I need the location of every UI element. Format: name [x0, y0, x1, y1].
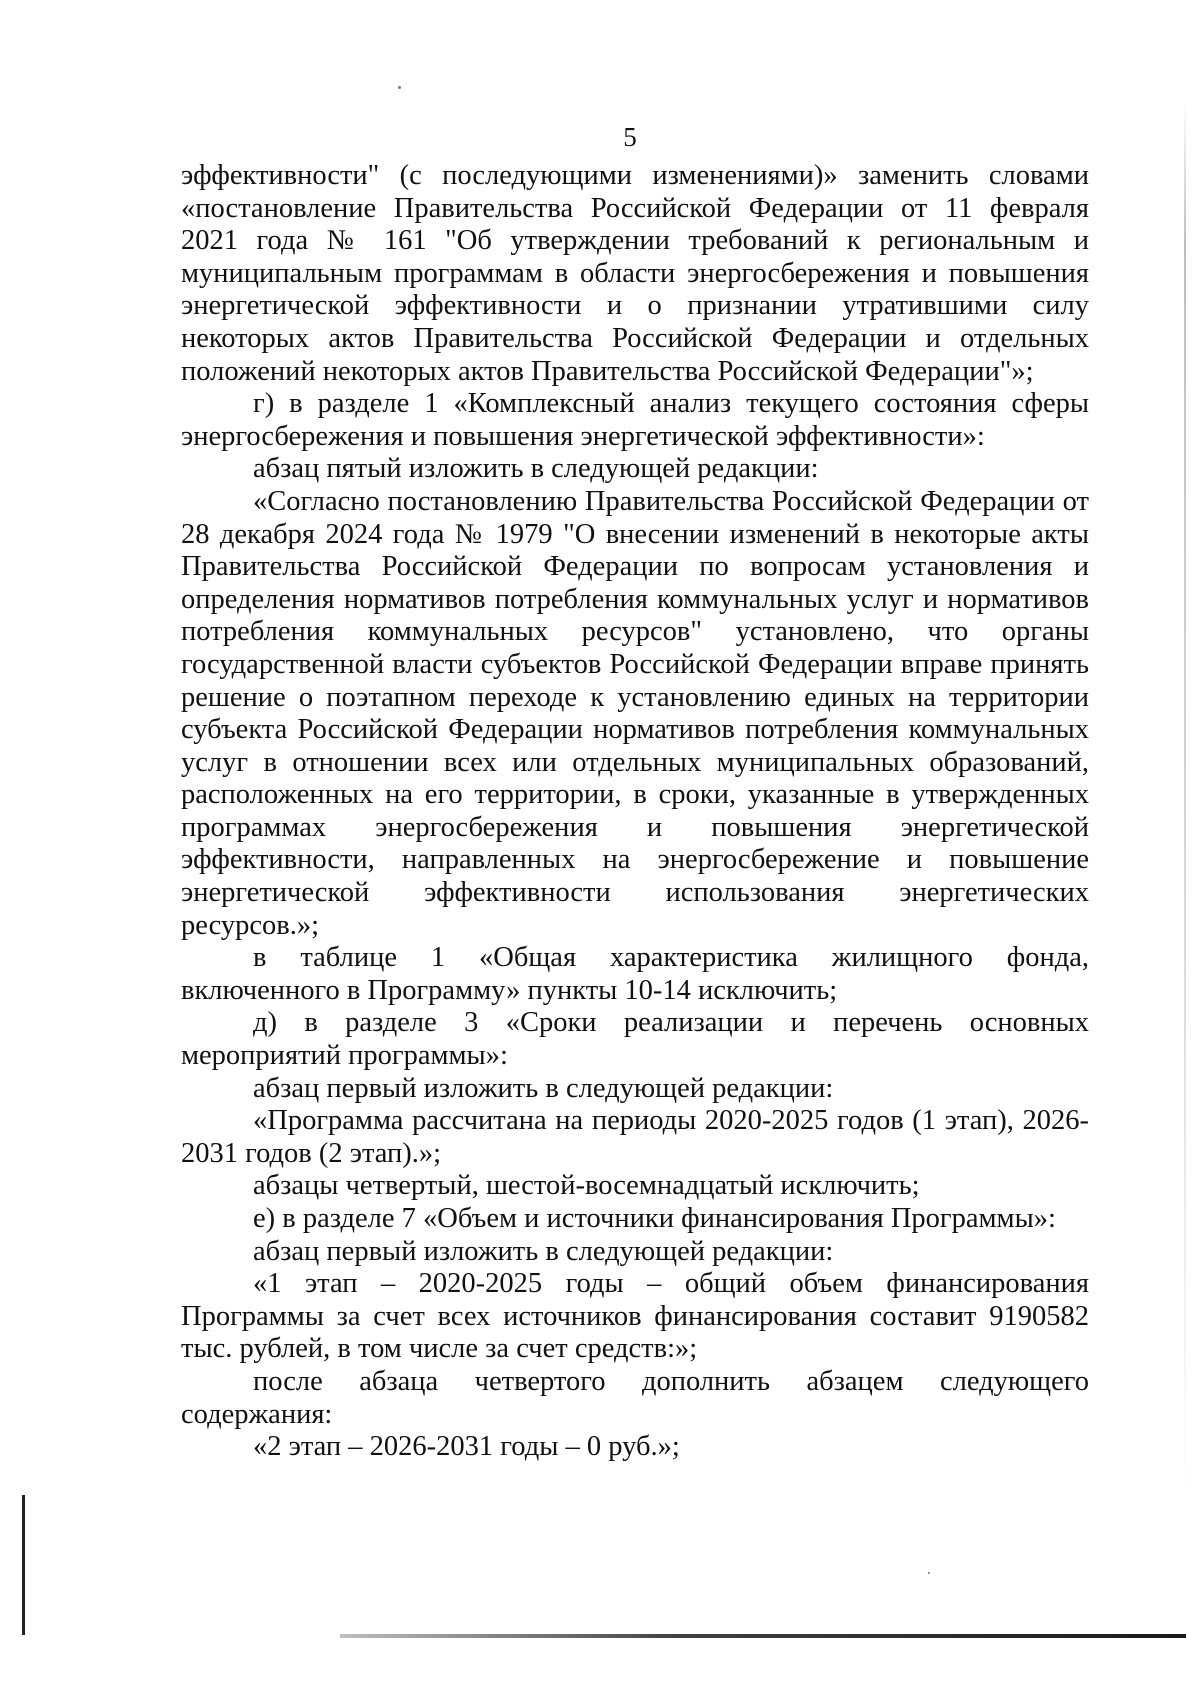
- document-body: [181, 160, 1089, 1464]
- paragraph-quote-program-periods: «Программа рассчитана на периоды 2020-2025 годов (1 этап), 2026-2031 годов (2 этап).»;: [181, 1105, 1089, 1169]
- scan-edge-shadow-right: [1184, 100, 1186, 1500]
- paragraph-item-e: е) в разделе 7 «Объем и источники финансирования Программы»:: [253, 1203, 1056, 1234]
- paragraph-quote-postanovlenie: «Согласно постановлению Правительства Российской Федерации от 28 декабря 2024 года № 1979 "О внесении изменений в некоторые акты Правительства Российской Федерации по вопросам установления и определения нормативов потребления коммунальных услуг и нормативов потребления коммунальных ресурсов" установлено, что органы государственной власти субъектов Российской Федерации вправе принять решение о поэтапном переходе к установлению единых на территории субъекта Российской Федерации нормативов потребления коммунальных услуг в отношении всех или отдельных муниципальных образований, расположенных на его территории, в сроки, указанные в утвержденных программах энергосбережения и повышения энергетической эффективности, направленных на энергосбережение и повышение энергетической эффективности использования энергетических ресурсов.»;: [181, 485, 1089, 941]
- paragraph-abzacy-exclude: абзацы четвертый, шестой-восемнадцатый исключить;: [253, 1170, 920, 1202]
- paragraph-item-g: г) в разделе 1 «Комплексный анализ текущего состояния сферы энергосбережения и повышения энергетической эффективности»:: [181, 388, 1089, 452]
- paragraph-item-d: д) в разделе 3 «Сроки реализации и перечень основных мероприятий программы»:: [181, 1007, 1089, 1072]
- paragraph-continuation: эффективности" (с последующими изменениями)» заменить словами «постановление Правительства Российской Федерации от 11 февраля 2021 года № 161 "Об утверждении требований к региональным и муниципальным программам в области энергосбережения и повышения энергетической эффективности и о признании утратившими силу некоторых актов Правительства Российской Федерации и отдельных положений некоторых актов Правительства Российской Федерации"»;: [181, 160, 1089, 387]
- paragraph-quote-stage-1: «1 этап – 2020-2025 годы – общий объем финансирования Программы за счет всех источников финансирования составит 9190582 тыс. рублей, в том числе за счет средств:»;: [181, 1268, 1089, 1365]
- scan-speck: [398, 86, 401, 89]
- paragraph-first-abzac: абзац первый изложить в следующей редакции:: [253, 1072, 834, 1104]
- paragraph-fifth-abzac: абзац пятый изложить в следующей редакции:: [253, 453, 819, 485]
- paragraph-quote-stage-2: «2 этап – 2026-2031 годы – 0 руб.»;: [253, 1431, 680, 1463]
- scan-edge-left: [22, 1495, 25, 1635]
- paragraph-after-fourth: после абзаца четвертого дополнить абзацем следующего содержания:: [181, 1365, 1089, 1430]
- paragraph-table-1: в таблице 1 «Общая характеристика жилищного фонда, включенного в Программу» пункты 10-14 исключить;: [181, 942, 1089, 1006]
- paragraph-first-abzac-2: абзац первый изложить в следующей редакции:: [253, 1235, 834, 1267]
- scan-speck: [928, 1572, 930, 1574]
- scan-edge-bottom: [340, 1634, 1186, 1638]
- page-number: 5: [623, 122, 637, 152]
